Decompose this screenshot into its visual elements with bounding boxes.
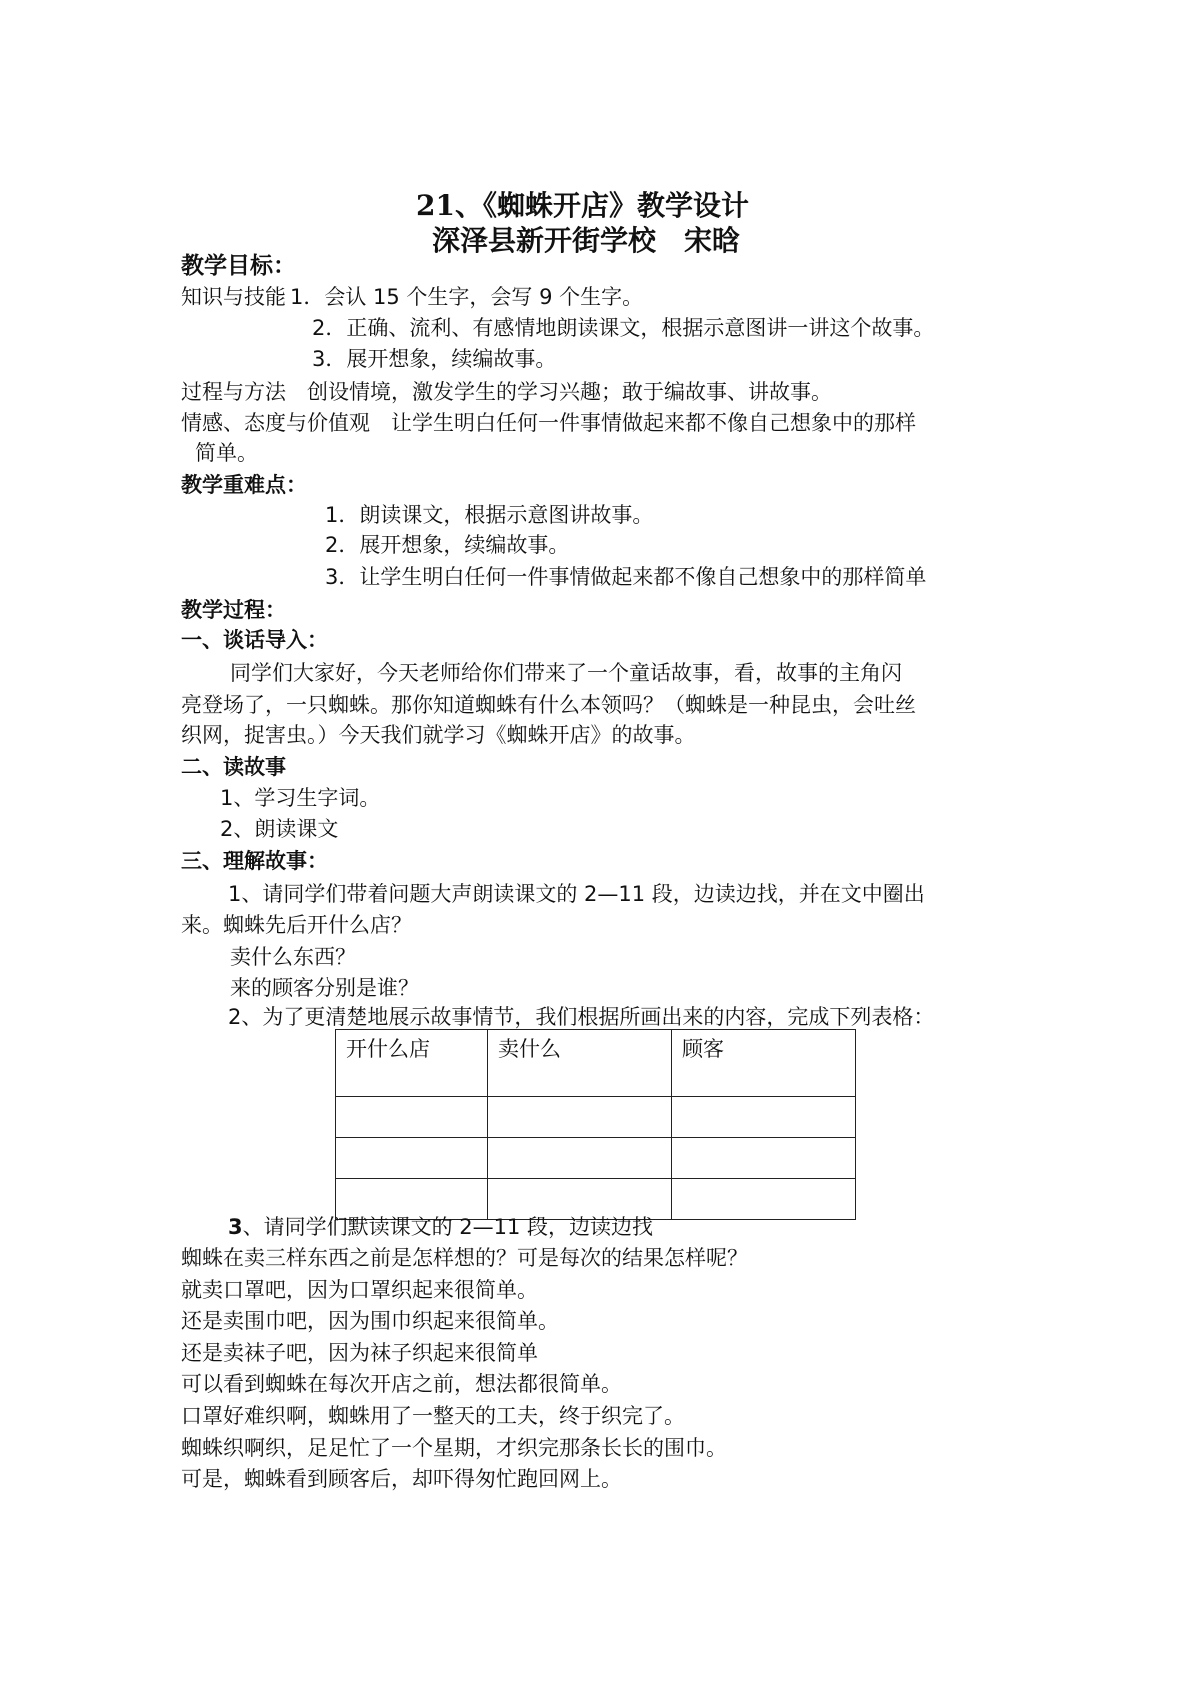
section-3-q2: 2、为了更清楚地展示故事情节，我们根据所画出来的内容，完成下列表格： (228, 1005, 935, 1029)
key-point-3: 3．让学生明白任何一件事情做起来都不像自己想象中的那样简单 (325, 565, 927, 589)
tail-line-5: 可以看到蜘蛛在每次开店之前，想法都很简单。 (181, 1372, 622, 1396)
section-3-heading: 三、理解故事： (181, 849, 328, 873)
tail-line-4: 还是卖袜子吧，因为袜子织起来很简单 (181, 1341, 538, 1365)
key-points-heading: 教学重难点： (181, 473, 307, 497)
section-2-item-1: 1、学习生字词。 (220, 786, 381, 810)
table-header-row (336, 1030, 856, 1097)
key-point-2: 2．展开想象，续编故事。 (325, 533, 570, 557)
section-1-line-3: 织网，捉害虫。）今天我们就学习《蜘蛛开店》的故事。 (181, 723, 696, 747)
table-cell (488, 1138, 672, 1179)
table-cell (336, 1138, 488, 1179)
section-2-heading: 二、读故事 (181, 755, 286, 779)
title-line-1: 21、《蜘蛛开店》教学设计 (416, 189, 749, 222)
section-3-q1-sub-2: 来的顾客分别是谁？ (230, 976, 419, 1000)
table-cell (672, 1097, 856, 1138)
table-header-cell: 顾客 (672, 1030, 856, 1097)
section-1-heading: 一、谈话导入： (181, 628, 328, 652)
title-line-2: 深泽县新开街学校 宋晗 (432, 224, 741, 257)
table-cell (672, 1179, 856, 1220)
table-row (336, 1097, 856, 1138)
story-table (335, 1029, 856, 1220)
section-3-q1-sub-1: 卖什么东西？ (230, 945, 356, 969)
tail-line-2: 就卖口罩吧，因为口罩织起来很简单。 (181, 1278, 538, 1302)
tail-line-6: 口罩好难织啊，蜘蛛用了一整天的工夫，终于织完了。 (181, 1404, 685, 1428)
process-method-line: 过程与方法 创设情境，激发学生的学习兴趣；敢于编故事、讲故事。 (181, 380, 832, 404)
tail-line-3: 还是卖围巾吧，因为围巾织起来很简单。 (181, 1309, 559, 1333)
knowledge-item-3: 3．展开想象，续编故事。 (312, 347, 557, 371)
section-1-line-1: 同学们大家好，今天老师给你们带来了一个童话故事，看，故事的主角闪 (230, 661, 902, 685)
table-cell (336, 1097, 488, 1138)
section-3-q3-number: 3 (228, 1215, 243, 1239)
section-3-q1-line-2: 来。蜘蛛先后开什么店？ (181, 913, 412, 937)
tail-line-8: 可是，蜘蛛看到顾客后，却吓得匆忙跑回网上。 (181, 1467, 622, 1491)
table-row (336, 1138, 856, 1179)
table-header-cell: 开什么店 (336, 1030, 488, 1097)
emotion-line-2: 简单。 (195, 441, 258, 465)
section-1-line-2: 亮登场了，一只蜘蛛。那你知道蜘蛛有什么本领吗？（蜘蛛是一种昆虫，会吐丝 (181, 693, 916, 717)
section-2-item-2: 2、朗读课文 (220, 817, 339, 841)
knowledge-item-1: 1．会认 15 个生字，会写 9 个生字。 (290, 285, 644, 309)
tail-line-7: 蜘蛛织啊织，足足忙了一个星期，才织完那条长长的围巾。 (181, 1436, 727, 1460)
objectives-heading: 教学目标： (181, 253, 296, 279)
table-header-cell: 卖什么 (488, 1030, 672, 1097)
knowledge-item-2: 2．正确、流利、有感情地朗读课文，根据示意图讲一讲这个故事。 (312, 316, 935, 340)
table-cell (488, 1097, 672, 1138)
process-heading: 教学过程： (181, 598, 286, 622)
section-3-q3-text: 、请同学们默读课文的 2—11 段，边读边找 (242, 1215, 654, 1239)
section-3-q3 (228, 1212, 653, 1242)
tail-line-1: 蜘蛛在卖三样东西之前是怎样想的？可是每次的结果怎样呢？ (181, 1246, 748, 1270)
emotion-line-1: 情感、态度与价值观 让学生明白任何一件事情做起来都不像自己想象中的那样 (181, 411, 916, 435)
table-cell (672, 1138, 856, 1179)
knowledge-label: 知识与技能 (181, 285, 286, 309)
section-3-q1-line-1: 1、请同学们带着问题大声朗读课文的 2—11 段，边读边找，并在文中圈出 (228, 882, 925, 906)
key-point-1: 1．朗读课文，根据示意图讲故事。 (325, 503, 654, 527)
